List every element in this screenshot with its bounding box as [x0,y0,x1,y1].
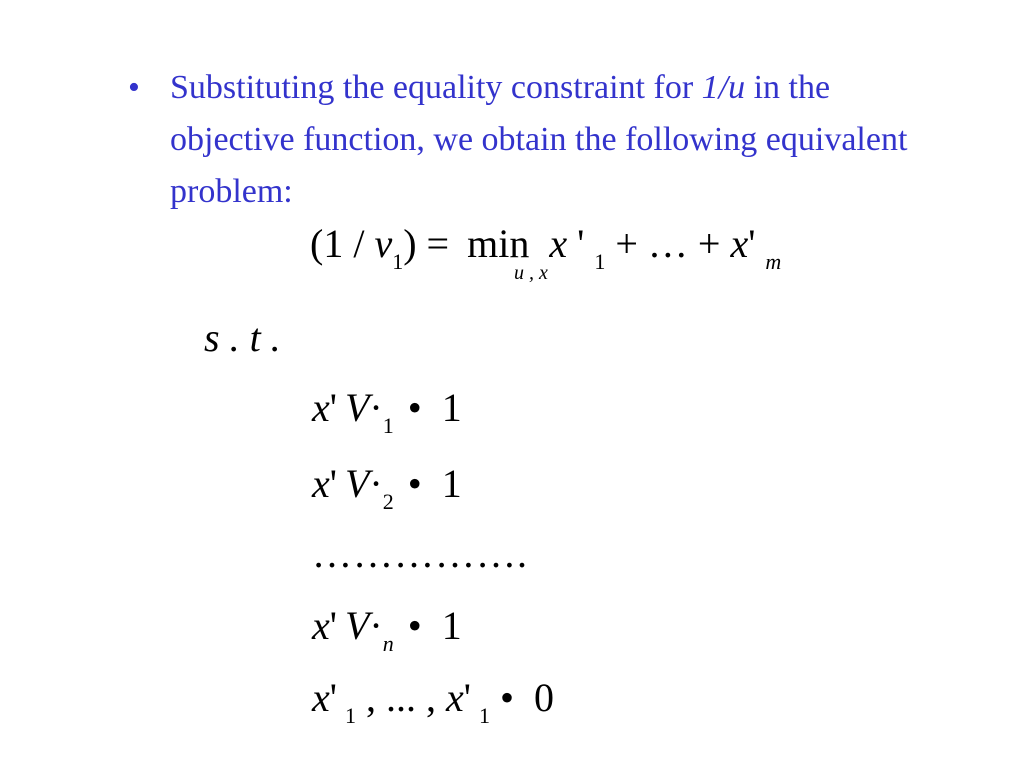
constraint-n [312,603,462,656]
constraint-2-rhs: 1 [441,461,462,506]
objective-xm-sub: m [765,249,782,274]
nonneg-ellipsis: , ... , [355,675,446,720]
constraint-1-prime: ' [329,385,337,430]
objective-sum: + … + [605,221,731,266]
constraint-2-dot: · [369,461,383,506]
min-subscript: u , x [514,262,548,284]
nonneg-prime2: ' [463,675,471,720]
constraint-1-sub: 1 [382,413,394,438]
constraint-2-V: V [344,461,370,506]
nonneg-sub1: 1 [344,703,356,728]
constraint-1 [312,385,462,438]
constraint-2 [312,461,462,514]
constraint-n-prime: ' [329,603,337,648]
nonneg-sub2: 1 [478,703,490,728]
constraint-n-x: x [312,603,330,648]
constraint-1-x: x [312,385,330,430]
objective-min: min [467,221,530,266]
nonneg-relation: • [499,675,514,720]
constraint-1-relation: • [407,385,422,430]
ellipsis-row: ……………. [312,531,528,576]
bullet-text-a: Substituting the equality constraint for [170,69,702,106]
nonneg-x2: x [445,675,464,720]
constraint-2-prime: ' [329,461,337,506]
bullet-text [170,62,930,218]
objective-x1-sub: 1 [594,249,606,274]
subject-to-label: s . t . [204,315,281,360]
bullet-text-b: in the objective function, we obtain the following equivalent problem: [170,69,908,210]
objective-prime1: ' [567,221,595,266]
objective-close: ) = [403,221,460,266]
objective-v-sub: 1 [392,249,404,274]
nonneg-x1: x [312,675,330,720]
constraint-n-sub: n [382,631,394,656]
nonneg-prime1: ' [329,675,337,720]
constraint-1-dot: · [369,385,383,430]
constraint-n-V: V [344,603,370,648]
constraint-n-dot: · [369,603,383,648]
bullet-text-emphasis: 1/u [701,69,746,106]
constraint-2-relation: • [407,461,422,506]
constraint-2-sub: 2 [382,489,394,514]
constraint-1-V: V [344,385,370,430]
nonneg-rhs: 0 [533,675,554,720]
objective-x1: x [549,221,568,266]
objective-primem: ' [748,221,756,266]
nonnegativity-constraint [312,675,554,728]
objective-v: v [374,221,393,266]
objective-open: (1 / [310,221,375,266]
constraint-n-relation: • [407,603,422,648]
bullet-marker: • [128,69,140,106]
constraint-1-rhs: 1 [441,385,462,430]
constraint-n-rhs: 1 [441,603,462,648]
constraint-2-x: x [312,461,330,506]
objective-xm: x [730,221,749,266]
